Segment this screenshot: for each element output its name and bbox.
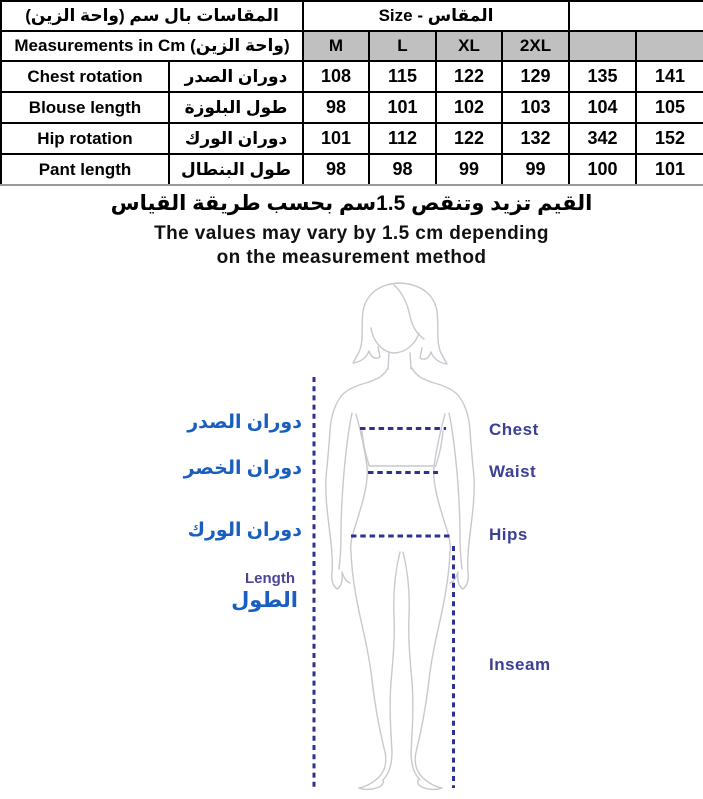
row-label-ar: دوران الورك [169,123,303,154]
cell-value: 98 [369,154,436,185]
waist-rotation-label-ar: دوران الخصر [183,458,302,479]
cell-value: 99 [436,154,502,185]
table-title-arabic: المقاسات بال سم (واحة الزين) [1,1,303,31]
hip-rotation-label-ar: دوران الورك [187,520,302,541]
cell-value: 132 [502,123,569,154]
cell-value: 112 [369,123,436,154]
cell-value: 108 [303,61,369,92]
cell-value: 102 [436,92,502,123]
row-label-en: Chest rotation [1,61,169,92]
cell-value: 152 [636,123,703,154]
table-title-english: Measurements in Cm (واحة الزين) [1,31,303,61]
cell-value: 101 [303,123,369,154]
length-label-en: Length [245,570,295,587]
row-label-ar: طول البلوزة [169,92,303,123]
cell-value: 98 [303,154,369,185]
note-arabic: القيم تزيد وتنقص 1.5سم بحسب طريقة القياس [110,192,593,215]
row-label-en: Hip rotation [1,123,169,154]
row-label-ar: طول البنطال [169,154,303,185]
cell-value: 122 [436,123,502,154]
chest-label: Chest [489,420,539,439]
cell-value: 122 [436,61,502,92]
cell-value: 115 [369,61,436,92]
cell-value: 105 [636,92,703,123]
row-label-en: Pant length [1,154,169,185]
note-english-line-1: The values may vary by 1.5 cm depending [154,223,549,244]
cell-value: 104 [569,92,636,123]
size-column-2xl: 2XL [502,31,569,61]
row-label-ar: دوران الصدر [169,61,303,92]
waist-label: Waist [489,462,537,481]
cell-value: 101 [369,92,436,123]
note-english-line-2: on the measurement method [216,247,487,268]
cell-value: 98 [303,92,369,123]
inseam-label: Inseam [489,655,551,674]
cell-value: 342 [569,123,636,154]
cell-value: 100 [569,154,636,185]
chest-rotation-label-ar: دوران الصدر [187,412,302,433]
cell-value: 129 [502,61,569,92]
hips-label: Hips [489,525,528,544]
size-column-m: M [303,31,369,61]
cell-value: 101 [636,154,703,185]
size-column-xl: XL [436,31,502,61]
row-label-en: Blouse length [1,92,169,123]
size-column-l: L [369,31,436,61]
length-label-ar: الطول [231,589,298,612]
cell-value: 103 [502,92,569,123]
cell-value: 135 [569,61,636,92]
cell-value: 141 [636,61,703,92]
size-title-cell: Size - المقاس [303,1,569,31]
cell-value: 99 [502,154,569,185]
